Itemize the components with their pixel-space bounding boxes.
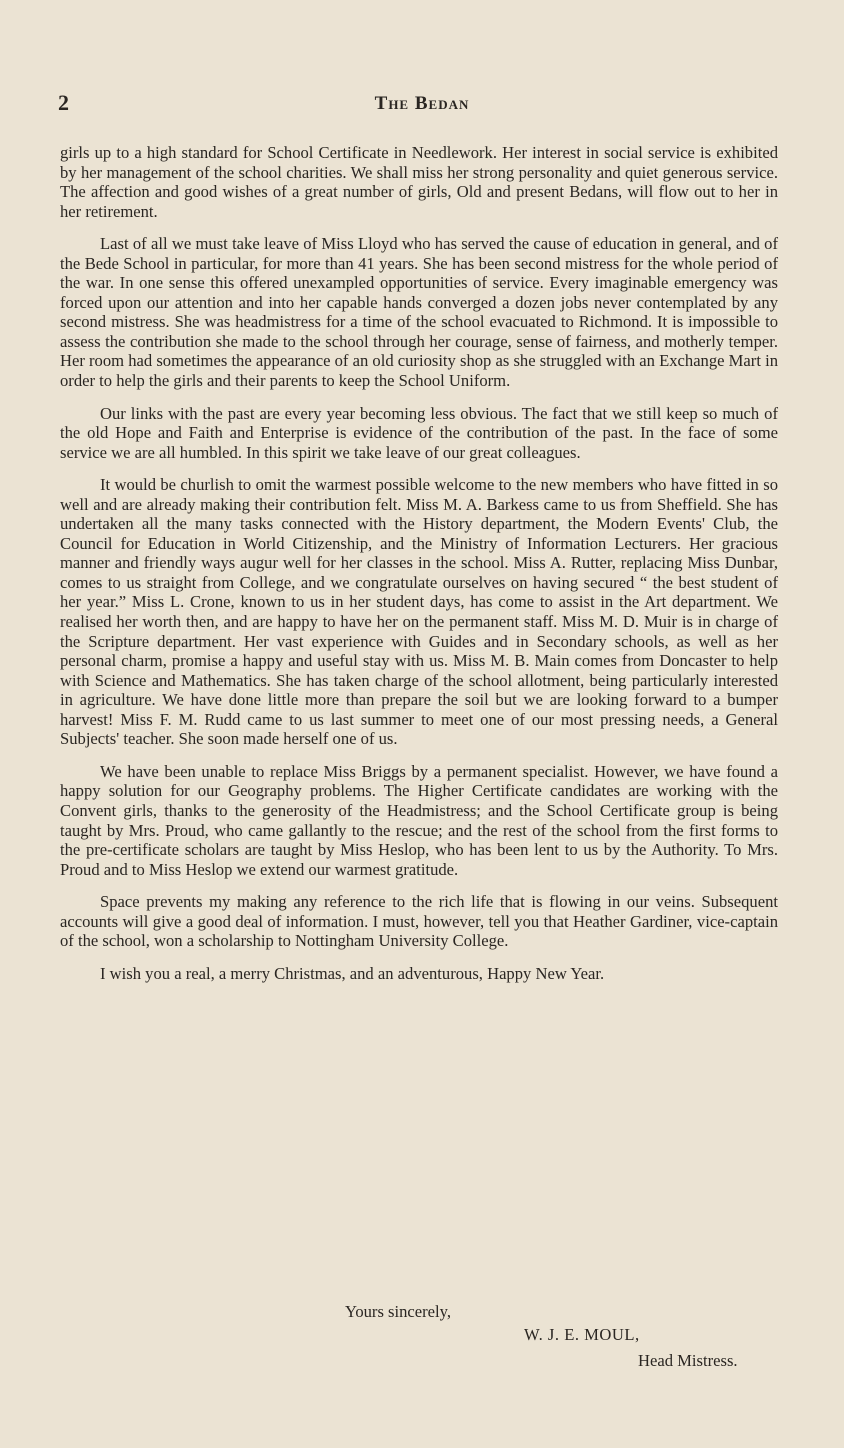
paragraph-school-life: Space prevents my making any reference to the rich life that is flowing in our veins. Subsequent accounts will give a good deal of information. I must, however, tell you that Heather Gardiner, vice-captain of the school, won a scholarship to Nottingham University College.	[60, 892, 778, 951]
page-number: 2	[58, 90, 69, 115]
paragraph-geography: We have been unable to replace Miss Briggs by a permanent specialist. However, we have found a happy solution for our Geography problems. The Higher Certificate candidates are working with the Convent girls, thanks to the generosity of the Headmistress; and the School Certificate group is being taught by Mrs. Proud, who came gallantly to the rescue; and the rest of the school from the first forms to the pre-certificate scholars are taught by Miss Heslop, who has been lent to us by the Authority. To Mrs. Proud and to Miss Heslop we extend our warmest gratitude.	[60, 761, 778, 879]
paragraph-new-members: It would be churlish to omit the warmest possible welcome to the new members who have fitted in so well and are already making their contribution felt. Miss M. A. Barkess came to us from Sheffield. She has undertaken all the many tasks connected with the History department, the Modern Events' Club, the Council for Education in World Citizenship, and the Ministry of Information Lecturers. Her gracious manner and friendly ways augur well for her classes in the school. Miss A. Rutter, replacing Miss Dunbar, comes to us straight from College, and we congratulate ourselves on having secured “ the best student of her year.” Miss L. Crone, known to us in her student days, has come to assist in the Art department. We realised her worth then, and are happy to have her on the permanent staff. Miss M. D. Muir is in charge of the Scripture department. Her vast experience with Guides and in Secondary schools, as well as her personal charm, promise a happy and useful stay with us. Miss M. B. Main comes from Doncaster to help with Science and Mathematics. She has taken charge of the school allotment, being particularly interested in agriculture. We have done little more than prepare the soil but we are looking forward to a bumper harvest! Miss F. M. Rudd came to us last summer to meet one of our most pressing needs, a General Subjects' teacher. She soon made herself one of us.	[60, 475, 778, 749]
signature-closing: Yours sincerely,	[345, 1302, 452, 1321]
letter-body	[60, 143, 778, 996]
signature-name: W. J. E. MOUL,	[524, 1325, 640, 1344]
paragraph-miss-lloyd: Last of all we must take leave of Miss Lloyd who has served the cause of education in general, and of the Bede School in particular, for more than 41 years. She has been second mistress for the whole period of the war. In one sense this offered unexampled opportunities of service. Every imaginable emergency was forced upon our attention and into her capable hands converged a dozen jobs never contemplated by any second mistress. She was headmistress for a time of the school evacuated to Richmond. It is impossible to assess the contribution she made to the school through her courage, sense of fairness, and motherly temper. Her room had sometimes the appearance of an old curiosity shop as she struggled with an Exchange Mart in order to help the girls and their parents to keep the School Uniform.	[60, 234, 778, 391]
signature-title: Head Mistress.	[638, 1351, 738, 1370]
paragraph-continuation: girls up to a high standard for School Certificate in Needlework. Her interest in social service is exhibited by her management of the school charities. We shall miss her strong personality and quiet generous service. The affection and good wishes of a great number of girls, Old and present Bedans, will flow out to her in her retirement.	[60, 143, 778, 221]
paragraph-christmas-wish: I wish you a real, a merry Christmas, and an adventurous, Happy New Year.	[100, 963, 605, 983]
running-head: The Bedan	[374, 93, 470, 114]
paragraph-links-with-past: Our links with the past are every year becoming less obvious. The fact that we still keep so much of the old Hope and Faith and Enterprise is evidence of the contribution of the past. In the face of some service we are all humbled. In this spirit we take leave of our great colleagues.	[60, 403, 778, 462]
